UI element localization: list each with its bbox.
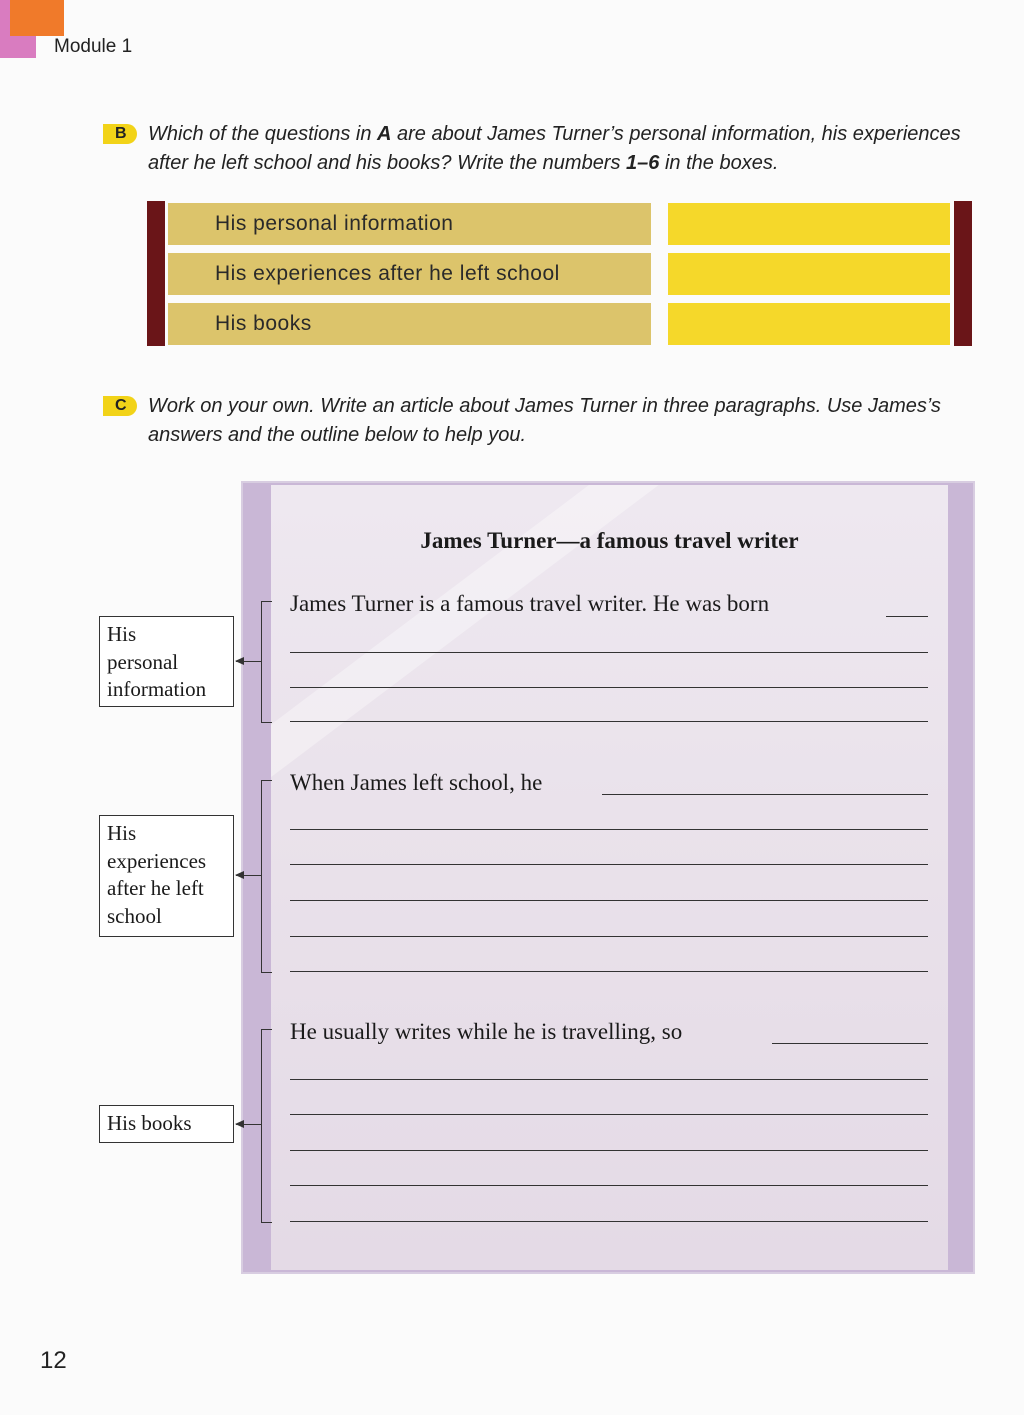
table-row-personal: His personal information: [168, 203, 651, 245]
writing-line[interactable]: [290, 1114, 928, 1115]
module-label: Module 1: [54, 36, 133, 57]
writing-line[interactable]: [290, 829, 928, 830]
paragraph-3-lead: He usually writes while he is travelling, so: [290, 1019, 683, 1044]
writing-line[interactable]: [290, 1221, 928, 1222]
arrow-left-icon: [236, 661, 261, 662]
section-c-badge: C: [103, 396, 137, 416]
paragraph-2-lead: When James left school, he: [290, 770, 543, 795]
table-row-experiences: His experiences after he left school: [168, 253, 651, 295]
table-bar-right: [954, 201, 972, 346]
writing-line[interactable]: [290, 864, 928, 865]
label-books: His books: [99, 1105, 234, 1143]
writing-line[interactable]: [290, 1079, 928, 1080]
writing-line[interactable]: [290, 936, 928, 937]
page-number: 12: [40, 1347, 67, 1374]
label-personal-information: His personal information: [99, 616, 234, 707]
writing-line[interactable]: [886, 616, 928, 617]
writing-line[interactable]: [290, 971, 928, 972]
answer-box-personal[interactable]: [668, 203, 950, 245]
arrow-left-icon: [236, 875, 261, 876]
corner-decoration-orange: [10, 0, 64, 36]
section-c-instruction: Work on your own. Write an article about James Turner in three paragraphs. Use James’s answers and the outline below to help you.: [148, 395, 941, 446]
label-experiences: His experiences after he left school: [99, 815, 234, 937]
answer-box-books[interactable]: [668, 303, 950, 345]
writing-line[interactable]: [772, 1043, 928, 1044]
article-title: James Turner—a famous travel writer: [420, 528, 799, 553]
bracket-books: [261, 1029, 272, 1223]
table-row-books: His books: [168, 303, 651, 345]
table-bar-left: [147, 201, 165, 346]
arrow-left-icon: [236, 1124, 261, 1125]
writing-line[interactable]: [290, 652, 928, 653]
section-b-instruction: Which of the questions in A are about James Turner’s personal information, his experiences after he left school and his books? Write the numbers 1–6 in the boxes.: [148, 123, 961, 174]
writing-line[interactable]: [290, 1150, 928, 1151]
writing-line[interactable]: [290, 687, 928, 688]
paragraph-1-lead: James Turner is a famous travel writer. He was born: [290, 591, 770, 616]
writing-line[interactable]: [290, 721, 928, 722]
writing-line[interactable]: [290, 900, 928, 901]
bracket-personal: [261, 601, 272, 723]
writing-line[interactable]: [290, 1185, 928, 1186]
section-b-badge: B: [103, 124, 137, 144]
bracket-experiences: [261, 780, 272, 973]
writing-line[interactable]: [602, 794, 928, 795]
answer-box-experiences[interactable]: [668, 253, 950, 295]
